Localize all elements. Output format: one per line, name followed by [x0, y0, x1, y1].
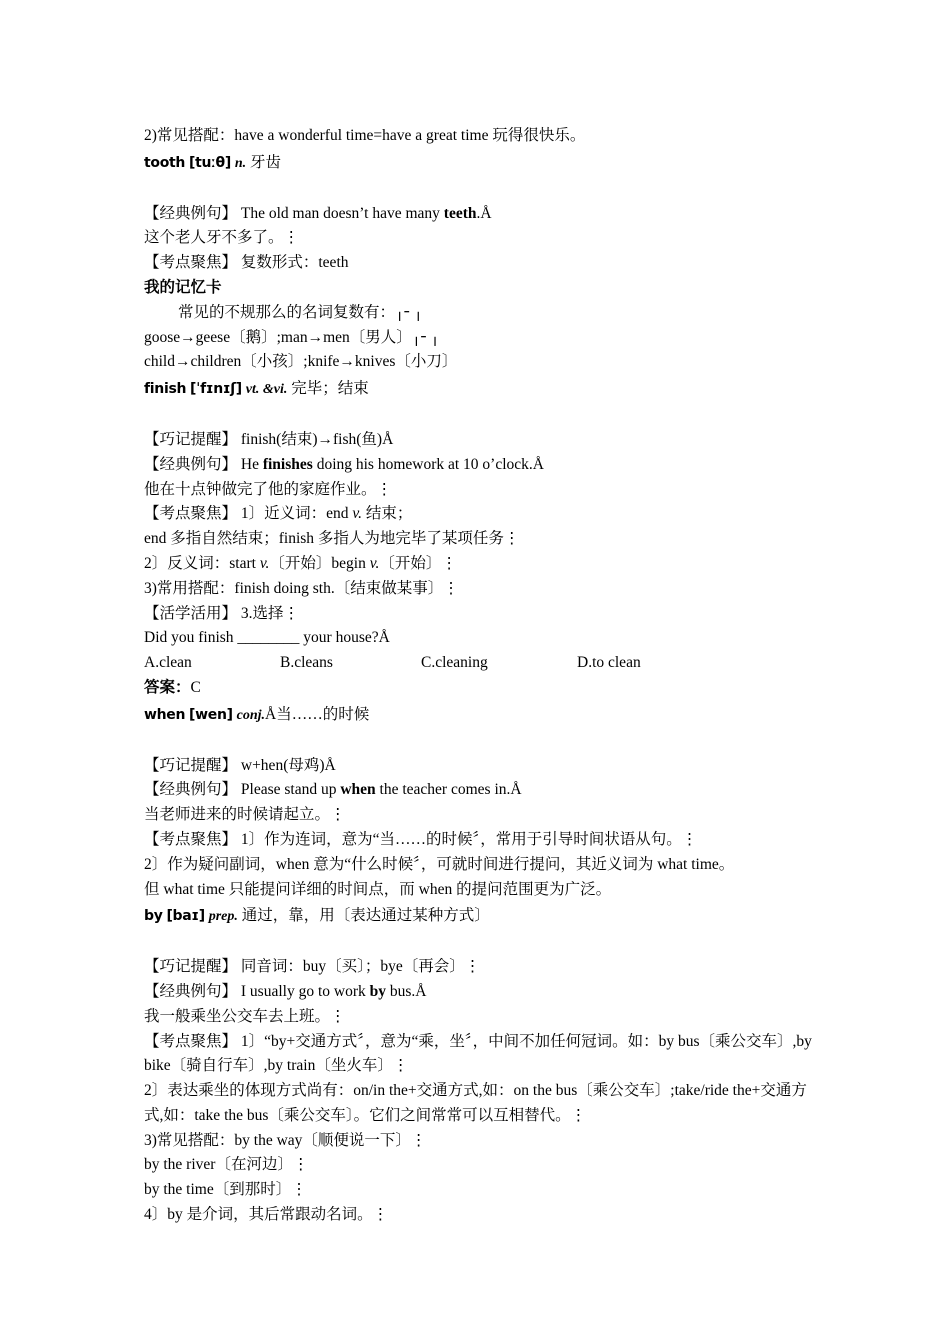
tip-line: 【巧记提醒】 同音词：buy〔买〕；bye〔再会〕⋮	[144, 958, 481, 976]
memory-card-line: 常见的不规那么的名词复数有：╷╴╷	[178, 303, 423, 321]
part-of-speech: prep.	[208, 909, 238, 925]
answer-label: 答案：	[144, 678, 191, 696]
example-translation: 这个老人牙不多了。⋮	[144, 229, 300, 247]
example-label: 【经典例句】	[144, 455, 238, 473]
phonetic: [tuːθ]	[188, 154, 231, 171]
focus-line: 3)常见搭配：by the way〔顺便说一下〕⋮	[144, 1131, 427, 1149]
focus-line: 【考点聚焦】 复数形式：teeth	[144, 254, 349, 272]
document-page	[144, 124, 814, 1228]
focus-line: 4〕by 是介词，其后常跟动名词。⋮	[144, 1206, 389, 1224]
part-of-speech: conj.	[236, 707, 266, 723]
tip-line: 【巧记提醒】 finish(结束)→fish(鱼)Å	[144, 430, 394, 448]
answer-line	[144, 676, 814, 701]
example-keyword: when	[340, 781, 376, 799]
memory-card-line: child→children〔小孩〕;knife→knives〔小刀〕	[144, 353, 458, 371]
meaning: Å当……的时候	[265, 705, 370, 723]
entry-header-by	[144, 902, 814, 930]
example-translation: 他在十点钟做完了他的家庭作业。⋮	[144, 480, 393, 498]
focus-line: 【考点聚焦】 1〕近义词：end v. 结束；	[144, 505, 413, 523]
memory-card-line: goose→geese〔鹅〕;man→men〔男人〕╷╴╷	[144, 328, 440, 346]
example-label: 【经典例句】	[144, 982, 238, 1000]
practice-line: 【活学活用】 3.选择⋮	[144, 604, 300, 622]
focus-line: 2〕作为疑问副词，when 意为“什么时候〞，可就时间进行提问，其近义词为 what time。	[144, 855, 735, 873]
headword: when	[144, 706, 186, 723]
focus-paragraph: 【考点聚焦】 1〕“by+交通方式〞，意为“乘，坐〞，中间不加任何冠词。如：by bus〔乘公交车〕,by bike〔骑自行车〕,by train〔坐火车〕⋮	[144, 1032, 812, 1075]
focus-line: 但 what time 只能提问详细的时间点，而 when 的提问范围更为广泛。	[144, 880, 612, 898]
phonetic: [ˈfɪnɪʃ]	[190, 381, 242, 398]
phonetic: [baɪ]	[166, 908, 205, 925]
example-line: 【经典例句】 Please stand up when the teacher comes in.Å	[144, 781, 522, 799]
tip-line: 【巧记提醒】 w+hen(母鸡)Å	[144, 756, 336, 774]
meaning: 通过，靠，用〔表达通过某种方式〕	[241, 907, 490, 925]
question-line: Did you finish ________ your house?Å	[144, 629, 390, 647]
example-keyword: by	[369, 982, 386, 1000]
collocation-line: 2)常见搭配：have a wonderful time=have a great time 玩得很快乐。	[144, 127, 586, 144]
focus-line: end 多指自然结束；finish 多指人为地完毕了某项任务⋮	[144, 530, 520, 548]
headword: finish	[144, 381, 187, 398]
meaning: 完毕；结束	[291, 380, 369, 398]
example-translation: 我一般乘坐公交车去上班。⋮	[144, 1007, 346, 1025]
answer-value: C	[190, 678, 201, 696]
example-label: 【经典例句】	[144, 204, 238, 222]
entry-header-tooth	[144, 149, 814, 177]
option-d: D.to clean	[577, 654, 641, 672]
phonetic: [wen]	[189, 706, 233, 723]
example-line: 【经典例句】 The old man doesn’t have many teeth.Å	[144, 204, 492, 222]
example-line: 【经典例句】 He finishes doing his homework at 10 o’clock.Å	[144, 455, 544, 473]
focus-line: by the time〔到那时〕⋮	[144, 1181, 307, 1199]
example-keyword: teeth	[443, 204, 477, 222]
focus-line: by the river〔在河边〕⋮	[144, 1156, 309, 1174]
example-line: 【经典例句】 I usually go to work by bus.Å	[144, 982, 427, 1000]
headword: tooth	[144, 154, 186, 171]
focus-line: 【考点聚焦】 1〕作为连词，意为“当……的时候〞，常用于引导时间状语从句。⋮	[144, 830, 698, 848]
option-b: B.cleans	[280, 654, 333, 672]
meaning: 牙齿	[250, 153, 282, 171]
options-row	[144, 651, 814, 676]
entry-header-finish	[144, 375, 814, 403]
focus-line: 2〕反义词：start v.〔开始〕begin v.〔开始〕⋮	[144, 554, 457, 572]
part-of-speech: vt. &vi.	[245, 382, 288, 398]
part-of-speech: n.	[234, 155, 247, 171]
entry-header-when	[144, 701, 814, 729]
example-keyword: finishes	[262, 455, 313, 473]
option-c: C.cleaning	[421, 654, 488, 672]
headword: by	[144, 908, 163, 925]
example-label: 【经典例句】	[144, 781, 238, 799]
example-translation: 当老师进来的时候请起立。⋮	[144, 806, 346, 824]
focus-paragraph: 2〕表达乘坐的体现方式尚有：on/in the+交通方式,如：on the bus〔乘公交车〕;take/ride the+交通方式,如：take the bus〔乘公交车〕。它们之间常常可以互相替代。⋮	[144, 1082, 807, 1124]
option-a: A.clean	[144, 654, 192, 672]
focus-line: 3)常用搭配：finish doing sth.〔结束做某事〕⋮	[144, 579, 459, 597]
memory-card-title: 我的记忆卡	[144, 278, 222, 296]
